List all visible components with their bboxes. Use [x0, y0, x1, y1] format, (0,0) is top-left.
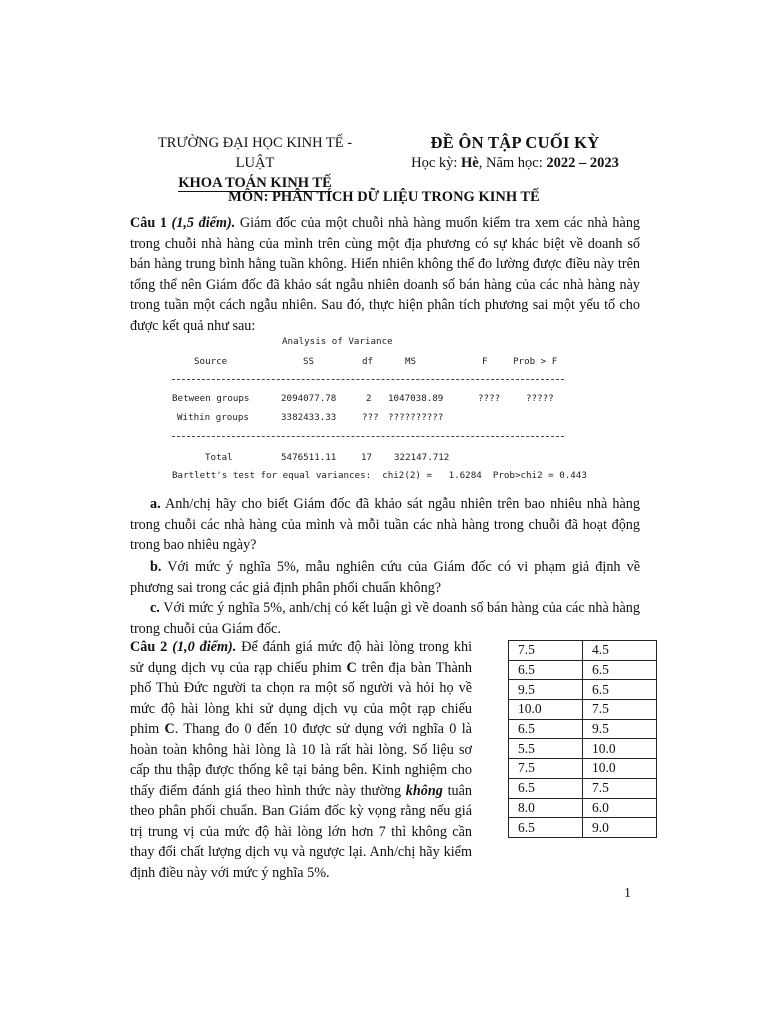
- anova-row-between-prob: ?????: [526, 393, 554, 404]
- anova-total-source: Total: [205, 452, 233, 463]
- question-1-intro: [130, 213, 640, 336]
- question-2-points: (1,0 điểm).: [172, 639, 237, 655]
- anova-row-within-ss: 3382433.33: [281, 412, 337, 423]
- anova-row-within-df: ???: [362, 412, 379, 423]
- question-2: Câu 2 (1,0 điểm). Để đánh giá mức độ hài lòng trong khi sử dụng dịch vụ của rạp chiếu phim C trên địa bàn Thành phố Thủ Đức người ta chọn ra một số người và hỏi họ về mức độ hài lòng khi sử dụng dịch vụ của một rạp chiếu phim C. Thang đo 0 đến 10 được sử dụng với nghĩa 0 là hoàn toàn không hài lòng là 10 là rất hài lòng. Số liệu sơ cấp thu thập được thống kê tại bảng bên. Kinh nghiệm cho thấy điểm đánh giá theo hình thức này thường không tuân theo phân phối chuẩn. Ban Giám đốc kỳ vọng rằng nếu giá trị trung vị của mức độ hài lòng lớn hơn 7 thì không cần thay đổi chất lượng dịch vụ và ngược lại. Anh/chị hãy kiểm định điều này với mức ý nghĩa 5%.: [130, 639, 473, 881]
- table-row: 6.5 9.0: [509, 818, 657, 838]
- table-row: 10.0 7.5: [509, 700, 657, 720]
- anova-header-ss: SS: [303, 356, 315, 367]
- question-1-points: (1,5 điểm).: [171, 215, 236, 231]
- table-row: 5.5 10.0: [509, 739, 657, 759]
- satisfaction-scores-table: [508, 640, 657, 838]
- anova-header-f: F: [482, 356, 488, 367]
- question-1a: a. Anh/chị hãy cho biết Giám đốc đã khảo sát ngẫu nhiên trên bao nhiêu nhà hàng trong chuỗi các nhà hàng của mình và mỗi tuần các nhà hàng trong chuỗi đã hoạt động trong bao nhiêu ngày?: [130, 496, 640, 553]
- anova-row-between-f: ????: [478, 393, 501, 404]
- anova-output: [172, 336, 592, 486]
- table-row: 8.0 6.0: [509, 798, 657, 818]
- subject-title: MÔN: PHÂN TÍCH DỮ LIỆU TRONG KINH TẾ: [228, 189, 540, 205]
- question-1-text: Giám đốc của một chuỗi nhà hàng muốn kiểm tra xem các nhà hàng trong chuỗi nhà hàng của mình trên cùng một địa phương có sự khác biệt về doanh số bán hàng trung bình hằng tuần không. Hiển nhiên không thể đo lường được điều này trên tổng thể nên Giám đốc đã khảo sát ngẫu nhiên doanh số bán hàng của các nhà hàng này trong tuần một cách ngẫu nhiên. Sau đó, thực hiện phân tích phương sai một yếu tố cho được kết quả như sau:: [130, 215, 641, 334]
- bartlett-test: Bartlett's test for equal variances: chi2(2) = 1.6284 Prob>chi2 = 0.443: [172, 470, 587, 481]
- anova-header-prob: Prob > F: [513, 356, 558, 367]
- anova-row-within-ms: ??????????: [388, 412, 444, 423]
- school-header: [140, 133, 370, 193]
- question-1b: b. Với mức ý nghĩa 5%, mẫu nghiên cứu của Giám đốc có vi phạm giả định về phương sai trong các giả định phân phối chuẩn không?: [130, 559, 640, 596]
- term-line: Học kỳ: Hè, Năm học: 2022 – 2023: [411, 155, 619, 171]
- anova-total-ss: 5476511.11: [281, 452, 337, 463]
- anova-row-within-source: Within groups: [177, 412, 249, 423]
- anova-total-ms: 322147.712: [394, 452, 450, 463]
- anova-row-between-df: 2: [366, 393, 372, 404]
- page-number: 1: [624, 886, 631, 901]
- anova-row-between-source: Between groups: [172, 393, 250, 404]
- anova-total-df: 17: [361, 452, 373, 463]
- anova-row-between-ss: 2094077.78: [281, 393, 337, 404]
- anova-header-df: df: [362, 356, 374, 367]
- table-row: 6.5 6.5: [509, 660, 657, 680]
- anova-header-ms: MS: [405, 356, 417, 367]
- anova-header-source: Source: [194, 356, 228, 367]
- anova-title: Analysis of Variance: [282, 336, 393, 347]
- university-name: TRƯỜNG ĐẠI HỌC KINH TẾ - LUẬT: [157, 135, 353, 171]
- table-row: 7.5 10.0: [509, 759, 657, 779]
- question-1c: c. Với mức ý nghĩa 5%, anh/chị có kết luận gì về doanh số bán hàng của các nhà hàng trong chuỗi của Giám đốc.: [130, 600, 640, 637]
- anova-separator: [172, 436, 564, 437]
- question-1-label: Câu 1: [130, 215, 167, 231]
- table-row: 7.5 4.5: [509, 641, 657, 661]
- anova-row-between-ms: 1047038.89: [388, 393, 444, 404]
- table-row: 9.5 6.5: [509, 680, 657, 700]
- department-name: KHOA TOÁN KINH TẾ: [178, 175, 332, 191]
- exam-title: ĐỀ ÔN TẬP CUỐI KỲ: [430, 133, 600, 152]
- question-2-label: Câu 2: [130, 639, 168, 655]
- exam-header: [400, 133, 630, 173]
- table-row: 6.5 7.5: [509, 778, 657, 798]
- table-row: 6.5 9.5: [509, 719, 657, 739]
- anova-separator: [172, 379, 564, 380]
